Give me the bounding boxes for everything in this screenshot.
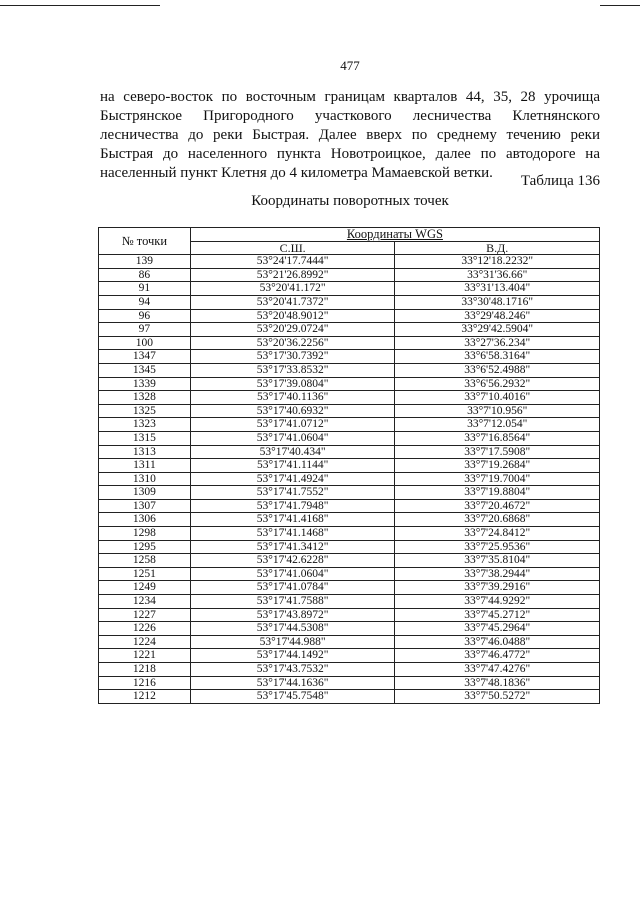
point-number-cell: 1221 (99, 649, 191, 663)
table-row (99, 540, 600, 554)
table-row (99, 527, 600, 541)
point-number-cell: 1309 (99, 486, 191, 500)
longitude-cell: 33°30'48.1716" (395, 295, 600, 309)
latitude-cell: 53°20'36.2256" (190, 336, 395, 350)
header-latitude: С.Ш. (190, 241, 395, 255)
latitude-cell: 53°17'40.6932" (190, 404, 395, 418)
longitude-cell: 33°6'58.3164" (395, 350, 600, 364)
longitude-cell: 33°7'47.4276" (395, 663, 600, 677)
latitude-cell: 53°17'41.3412" (190, 540, 395, 554)
table-row (99, 486, 600, 500)
point-number-cell: 1328 (99, 391, 191, 405)
table-title: Координаты поворотных точек (251, 193, 449, 209)
table-row (99, 336, 600, 350)
point-number-cell: 139 (99, 255, 191, 269)
longitude-cell: 33°6'56.2932" (395, 377, 600, 391)
latitude-cell: 53°17'41.0712" (190, 418, 395, 432)
table-row (99, 404, 600, 418)
table-row (99, 676, 600, 690)
table-row (99, 459, 600, 473)
longitude-cell: 33°7'48.1836" (395, 676, 600, 690)
point-number-cell: 91 (99, 282, 191, 296)
point-number-cell: 1234 (99, 595, 191, 609)
point-number-cell: 86 (99, 268, 191, 282)
table-row (99, 295, 600, 309)
longitude-cell: 33°7'45.2964" (395, 622, 600, 636)
point-number-cell: 96 (99, 309, 191, 323)
table-row (99, 581, 600, 595)
header-longitude: В.Д. (395, 241, 600, 255)
paragraph-line: Быстрая до населенного пункта Новотроицкое, далее по автодороге на (100, 146, 600, 162)
latitude-cell: 53°20'41.7372" (190, 295, 395, 309)
latitude-cell: 53°17'43.7532" (190, 663, 395, 677)
latitude-cell: 53°20'41.172" (190, 282, 395, 296)
longitude-cell: 33°7'50.5272" (395, 690, 600, 704)
table-body (99, 255, 600, 704)
latitude-cell: 53°21'26.8992" (190, 268, 395, 282)
top-rule-right (600, 5, 640, 6)
longitude-cell: 33°7'46.0488" (395, 635, 600, 649)
table-row (99, 363, 600, 377)
header-point-number: № точки (99, 228, 191, 255)
table-row (99, 255, 600, 269)
latitude-cell: 53°17'41.7588" (190, 595, 395, 609)
point-number-cell: 1347 (99, 350, 191, 364)
longitude-cell: 33°6'52.4988" (395, 363, 600, 377)
point-number-cell: 1339 (99, 377, 191, 391)
longitude-cell: 33°7'10.956" (395, 404, 600, 418)
table-row (99, 649, 600, 663)
table-row (99, 499, 600, 513)
latitude-cell: 53°17'43.8972" (190, 608, 395, 622)
point-number-cell: 1298 (99, 527, 191, 541)
point-number-cell: 1226 (99, 622, 191, 636)
point-number-cell: 94 (99, 295, 191, 309)
paragraph-line: на северо-восток по восточным границам кварталов 44, 35, 28 урочища (100, 89, 600, 105)
point-number-cell: 1212 (99, 690, 191, 704)
longitude-cell: 33°7'12.054" (395, 418, 600, 432)
point-number-cell: 97 (99, 323, 191, 337)
table-row (99, 323, 600, 337)
table-row (99, 418, 600, 432)
latitude-cell: 53°17'41.4924" (190, 472, 395, 486)
page-number: 477 (340, 58, 360, 73)
table-row (99, 690, 600, 704)
table-row (99, 513, 600, 527)
latitude-cell: 53°20'29.0724" (190, 323, 395, 337)
longitude-cell: 33°7'17.5908" (395, 445, 600, 459)
table-row (99, 554, 600, 568)
point-number-cell: 1345 (99, 363, 191, 377)
latitude-cell: 53°20'48.9012" (190, 309, 395, 323)
table-row (99, 268, 600, 282)
longitude-cell: 33°7'45.2712" (395, 608, 600, 622)
latitude-cell: 53°17'44.1636" (190, 676, 395, 690)
point-number-cell: 1224 (99, 635, 191, 649)
top-rule-left (0, 5, 160, 6)
longitude-cell: 33°7'20.6868" (395, 513, 600, 527)
latitude-cell: 53°17'33.8532" (190, 363, 395, 377)
table-row (99, 622, 600, 636)
point-number-cell: 1323 (99, 418, 191, 432)
point-number-cell: 1325 (99, 404, 191, 418)
point-number-cell: 1315 (99, 431, 191, 445)
longitude-cell: 33°31'13.404" (395, 282, 600, 296)
table-row (99, 635, 600, 649)
paragraph-line: лесничества до реки Быстрая. Далее вверх по среднему течению реки (100, 127, 600, 143)
longitude-cell: 33°7'35.8104" (395, 554, 600, 568)
latitude-cell: 53°17'40.1136" (190, 391, 395, 405)
table-row (99, 445, 600, 459)
latitude-cell: 53°17'40.434" (190, 445, 395, 459)
longitude-cell: 33°7'20.4672" (395, 499, 600, 513)
longitude-cell: 33°7'46.4772" (395, 649, 600, 663)
point-number-cell: 1227 (99, 608, 191, 622)
latitude-cell: 53°17'41.7552" (190, 486, 395, 500)
table-row (99, 391, 600, 405)
point-number-cell: 1311 (99, 459, 191, 473)
longitude-cell: 33°7'44.9292" (395, 595, 600, 609)
longitude-cell: 33°12'18.2232" (395, 255, 600, 269)
table-row (99, 595, 600, 609)
table-label: Таблица 136 (520, 173, 600, 189)
longitude-cell: 33°31'36.66" (395, 268, 600, 282)
point-number-cell: 1310 (99, 472, 191, 486)
latitude-cell: 53°17'41.1468" (190, 527, 395, 541)
latitude-cell: 53°17'41.0604" (190, 431, 395, 445)
longitude-cell: 33°29'48.246" (395, 309, 600, 323)
latitude-cell: 53°17'44.1492" (190, 649, 395, 663)
point-number-cell: 1295 (99, 540, 191, 554)
latitude-cell: 53°24'17.7444" (190, 255, 395, 269)
table-row (99, 309, 600, 323)
longitude-cell: 33°7'19.7004" (395, 472, 600, 486)
table-row (99, 350, 600, 364)
latitude-cell: 53°17'41.0604" (190, 567, 395, 581)
point-number-cell: 1258 (99, 554, 191, 568)
longitude-cell: 33°7'39.2916" (395, 581, 600, 595)
table-row (99, 567, 600, 581)
point-number-cell: 1251 (99, 567, 191, 581)
point-number-cell: 1313 (99, 445, 191, 459)
latitude-cell: 53°17'44.5308" (190, 622, 395, 636)
longitude-cell: 33°7'19.2684" (395, 459, 600, 473)
header-wgs-coordinates: Координаты WGS (190, 228, 599, 242)
longitude-cell: 33°7'24.8412" (395, 527, 600, 541)
paragraph-line: населенный пункт Клетня до 4 километра Мамаевской ветки. (100, 165, 493, 181)
point-number-cell: 1216 (99, 676, 191, 690)
table-row (99, 608, 600, 622)
table-row (99, 663, 600, 677)
latitude-cell: 53°17'42.6228" (190, 554, 395, 568)
longitude-cell: 33°7'38.2944" (395, 567, 600, 581)
longitude-cell: 33°27'36.234" (395, 336, 600, 350)
table-row (99, 377, 600, 391)
body-paragraph (100, 88, 600, 183)
longitude-cell: 33°7'16.8564" (395, 431, 600, 445)
point-number-cell: 1306 (99, 513, 191, 527)
point-number-cell: 1249 (99, 581, 191, 595)
coordinates-table (98, 227, 600, 704)
table-row (99, 431, 600, 445)
latitude-cell: 53°17'45.7548" (190, 690, 395, 704)
longitude-cell: 33°7'25.9536" (395, 540, 600, 554)
point-number-cell: 1218 (99, 663, 191, 677)
point-number-cell: 1307 (99, 499, 191, 513)
paragraph-line: Быстрянское Пригородного участкового лесничества Клетнянского (100, 108, 600, 124)
longitude-cell: 33°7'10.4016" (395, 391, 600, 405)
longitude-cell: 33°7'19.8804" (395, 486, 600, 500)
latitude-cell: 53°17'44.988" (190, 635, 395, 649)
latitude-cell: 53°17'41.7948" (190, 499, 395, 513)
table-row (99, 282, 600, 296)
point-number-cell: 100 (99, 336, 191, 350)
latitude-cell: 53°17'39.0804" (190, 377, 395, 391)
latitude-cell: 53°17'30.7392" (190, 350, 395, 364)
table-row (99, 472, 600, 486)
latitude-cell: 53°17'41.0784" (190, 581, 395, 595)
latitude-cell: 53°17'41.4168" (190, 513, 395, 527)
latitude-cell: 53°17'41.1144" (190, 459, 395, 473)
longitude-cell: 33°29'42.5904" (395, 323, 600, 337)
